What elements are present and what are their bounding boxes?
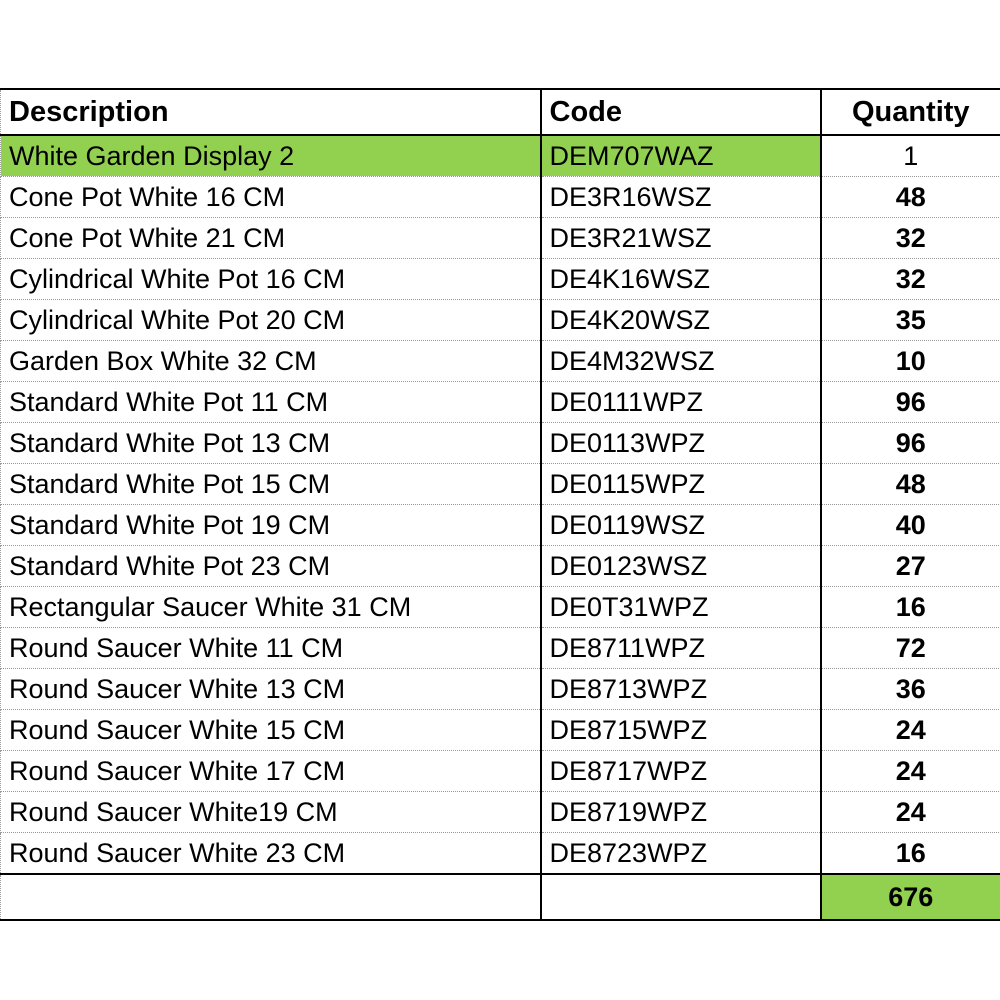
table-row[interactable]: [1, 505, 1000, 546]
cell-code[interactable]: DE0115WPZ: [541, 464, 821, 505]
cell-description[interactable]: Standard White Pot 13 CM: [1, 423, 541, 464]
cell-code[interactable]: DE8719WPZ: [541, 792, 821, 833]
total-code[interactable]: [541, 874, 821, 920]
total-description[interactable]: [1, 874, 541, 920]
cell-description[interactable]: Round Saucer White19 CM: [1, 792, 541, 833]
table-row[interactable]: [1, 792, 1000, 833]
cell-code[interactable]: DE4K20WSZ: [541, 300, 821, 341]
table-row[interactable]: [1, 300, 1000, 341]
cell-quantity[interactable]: 40: [821, 505, 1000, 546]
cell-description[interactable]: Rectangular Saucer White 31 CM: [1, 587, 541, 628]
cell-code[interactable]: DE8711WPZ: [541, 628, 821, 669]
table-row[interactable]: [1, 464, 1000, 505]
table-row[interactable]: [1, 218, 1000, 259]
cell-code[interactable]: DE8717WPZ: [541, 751, 821, 792]
cell-quantity[interactable]: 96: [821, 423, 1000, 464]
table-body: [1, 89, 1000, 920]
cell-quantity[interactable]: 72: [821, 628, 1000, 669]
cell-quantity[interactable]: 16: [821, 587, 1000, 628]
cell-code[interactable]: DE3R21WSZ: [541, 218, 821, 259]
table-row[interactable]: [1, 423, 1000, 464]
items-table: [0, 88, 1000, 921]
cell-description[interactable]: Standard White Pot 15 CM: [1, 464, 541, 505]
cell-code[interactable]: DE4K16WSZ: [541, 259, 821, 300]
cell-quantity[interactable]: 32: [821, 218, 1000, 259]
cell-description[interactable]: Cone Pot White 16 CM: [1, 177, 541, 218]
cell-description[interactable]: Standard White Pot 11 CM: [1, 382, 541, 423]
cell-quantity[interactable]: 48: [821, 177, 1000, 218]
cell-quantity[interactable]: 32: [821, 259, 1000, 300]
cell-description[interactable]: Round Saucer White 15 CM: [1, 710, 541, 751]
cell-description[interactable]: Round Saucer White 11 CM: [1, 628, 541, 669]
table-header-row: [1, 89, 1000, 135]
cell-quantity[interactable]: 10: [821, 341, 1000, 382]
cell-description[interactable]: Round Saucer White 17 CM: [1, 751, 541, 792]
total-row[interactable]: [1, 874, 1000, 920]
table-row[interactable]: [1, 669, 1000, 710]
cell-code[interactable]: DE0123WSZ: [541, 546, 821, 587]
table-row[interactable]: [1, 341, 1000, 382]
cell-quantity[interactable]: 96: [821, 382, 1000, 423]
cell-quantity[interactable]: 1: [821, 135, 1000, 177]
table-row[interactable]: [1, 833, 1000, 875]
cell-code[interactable]: DE0T31WPZ: [541, 587, 821, 628]
cell-code[interactable]: DE8713WPZ: [541, 669, 821, 710]
cell-code[interactable]: DE0111WPZ: [541, 382, 821, 423]
cell-quantity[interactable]: 48: [821, 464, 1000, 505]
table-row[interactable]: [1, 710, 1000, 751]
cell-description[interactable]: Cone Pot White 21 CM: [1, 218, 541, 259]
cell-code[interactable]: DE0113WPZ: [541, 423, 821, 464]
cell-description[interactable]: Cylindrical White Pot 20 CM: [1, 300, 541, 341]
cell-code[interactable]: DE8715WPZ: [541, 710, 821, 751]
cell-quantity[interactable]: 24: [821, 710, 1000, 751]
table-row[interactable]: [1, 751, 1000, 792]
cell-description[interactable]: Round Saucer White 13 CM: [1, 669, 541, 710]
cell-quantity[interactable]: 27: [821, 546, 1000, 587]
cell-description[interactable]: Standard White Pot 23 CM: [1, 546, 541, 587]
cell-code[interactable]: DE4M32WSZ: [541, 341, 821, 382]
cell-description[interactable]: White Garden Display 2: [1, 135, 541, 177]
cell-quantity[interactable]: 24: [821, 751, 1000, 792]
table-row[interactable]: [1, 382, 1000, 423]
cell-description[interactable]: Round Saucer White 23 CM: [1, 833, 541, 875]
cell-quantity[interactable]: 35: [821, 300, 1000, 341]
cell-quantity[interactable]: 16: [821, 833, 1000, 875]
header-quantity: Quantity: [821, 89, 1000, 135]
cell-code[interactable]: DE3R16WSZ: [541, 177, 821, 218]
cell-code[interactable]: DEM707WAZ: [541, 135, 821, 177]
header-description: Description: [1, 89, 541, 135]
table-row[interactable]: [1, 546, 1000, 587]
header-code: Code: [541, 89, 821, 135]
cell-quantity[interactable]: 24: [821, 792, 1000, 833]
spreadsheet-area: [0, 88, 1000, 921]
total-quantity[interactable]: 676: [821, 874, 1000, 920]
cell-description[interactable]: Standard White Pot 19 CM: [1, 505, 541, 546]
cell-description[interactable]: Cylindrical White Pot 16 CM: [1, 259, 541, 300]
table-row[interactable]: [1, 628, 1000, 669]
cell-quantity[interactable]: 36: [821, 669, 1000, 710]
table-row[interactable]: [1, 587, 1000, 628]
cell-code[interactable]: DE8723WPZ: [541, 833, 821, 875]
table-row[interactable]: [1, 177, 1000, 218]
cell-description[interactable]: Garden Box White 32 CM: [1, 341, 541, 382]
cell-code[interactable]: DE0119WSZ: [541, 505, 821, 546]
table-row[interactable]: [1, 259, 1000, 300]
table-row[interactable]: [1, 135, 1000, 177]
